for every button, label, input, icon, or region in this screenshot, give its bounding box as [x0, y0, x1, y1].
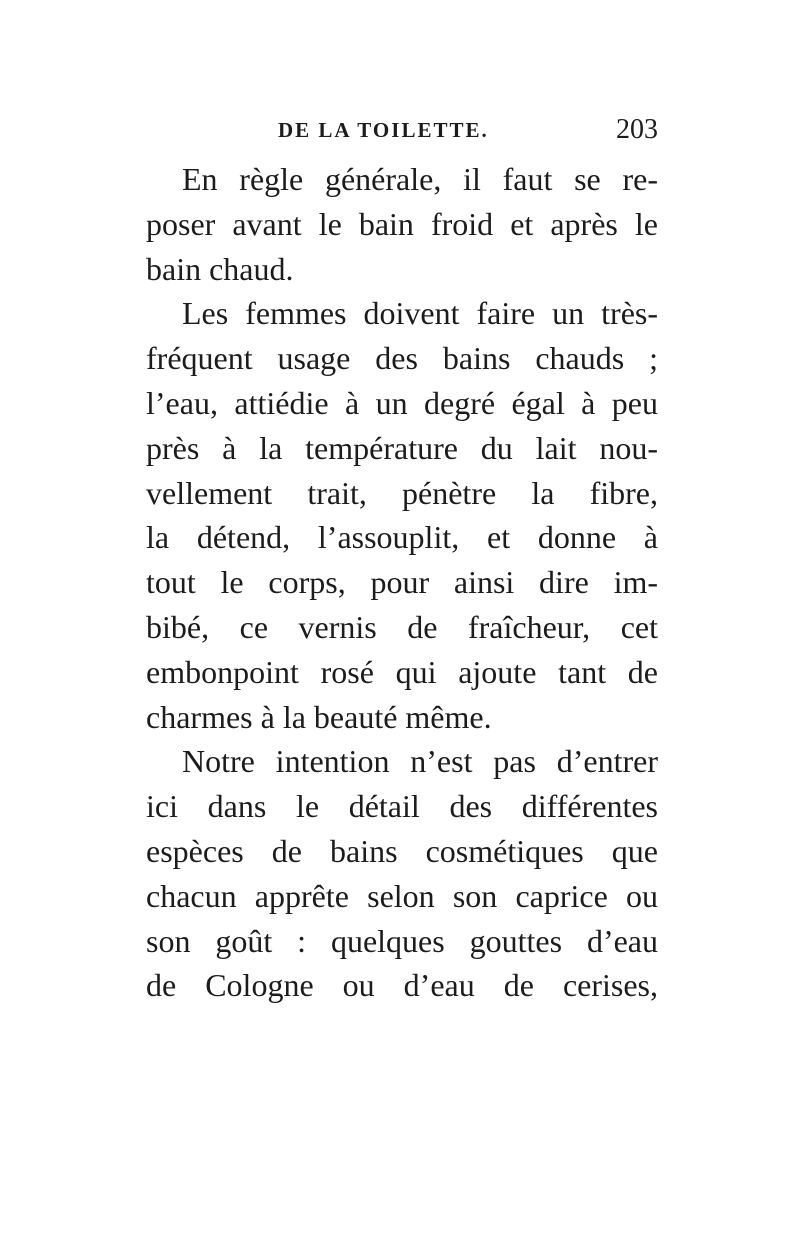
- text-line: l’eau, attiédie à un degré égal à peu: [146, 384, 658, 421]
- text-line: poser avant le bain froid et après le: [146, 205, 658, 242]
- text-line: près à la température du lait nou-: [146, 429, 658, 466]
- text-line: de Cologne ou d’eau de cerises,: [146, 967, 658, 1004]
- text-line: son goût : quelques gouttes d’eau: [146, 922, 658, 959]
- text-line: ici dans le détail des différentes: [146, 788, 658, 825]
- text-line: Les femmes doivent faire un très-: [182, 295, 658, 332]
- text-line: bibé, ce vernis de fraîcheur, cet: [146, 608, 658, 645]
- text-line: En règle générale, il faut se re-: [182, 161, 658, 197]
- text-line: vellement trait, pénètre la fibre,: [146, 474, 658, 511]
- text-line: bain chaud.: [146, 250, 294, 287]
- text-line: la détend, l’assouplit, et donne à: [146, 519, 658, 556]
- text-line: espèces de bains cosmétiques que: [146, 832, 658, 869]
- running-title: DE LA TOILETTE.: [278, 118, 489, 142]
- body-text: [146, 157, 658, 1008]
- text-line: tout le corps, pour ainsi dire im-: [146, 564, 658, 601]
- text-line: fréquent usage des bains chauds ;: [146, 340, 658, 377]
- text-line: Notre intention n’est pas d’entrer: [182, 743, 658, 780]
- page-number: 203: [616, 114, 658, 145]
- running-head: [146, 110, 658, 150]
- text-line: chacun apprête selon son caprice ou: [146, 877, 658, 914]
- text-line: charmes à la beauté même.: [146, 698, 492, 735]
- text-line: embonpoint rosé qui ajoute tant de: [146, 653, 658, 690]
